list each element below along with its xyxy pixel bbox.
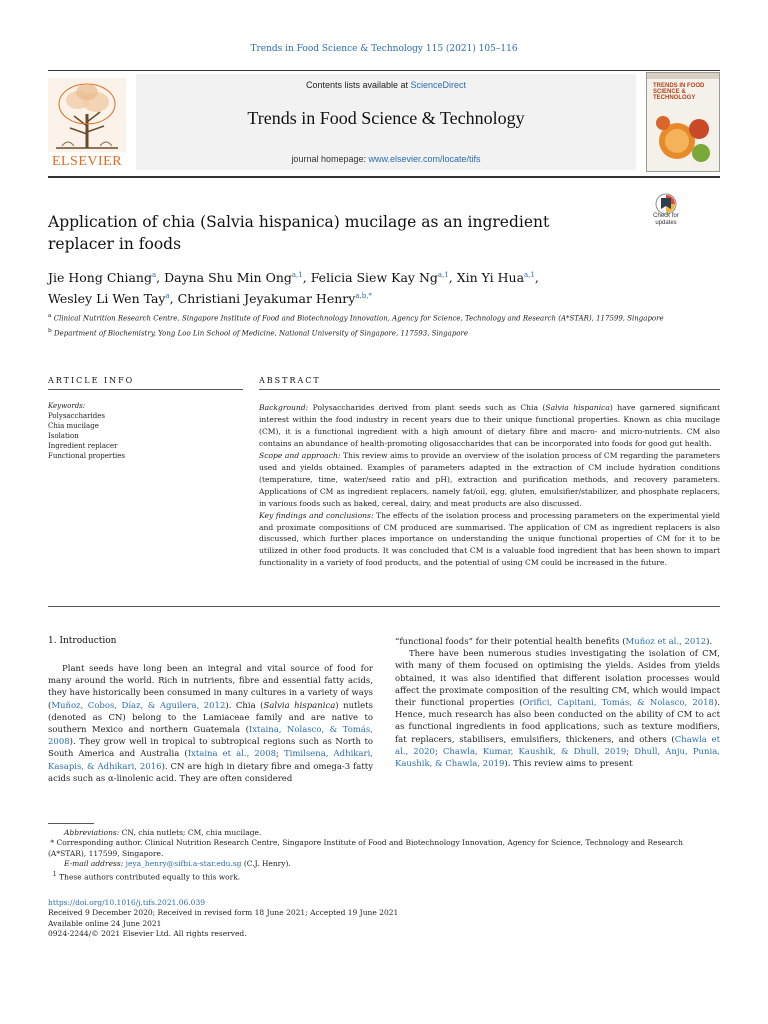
citation-link[interactable]: Dhull, Anju, Punia, Kaushik, & Chawla, 2019 — [395, 746, 720, 770]
body-text: ; — [434, 746, 443, 757]
journal-masthead — [48, 70, 720, 176]
author-affiliation-marker[interactable]: a,1 — [524, 271, 535, 279]
abstract-bottom-rule — [48, 606, 720, 607]
author-name[interactable]: Wesley Li Wen Tay — [48, 291, 166, 307]
keywords-block — [48, 401, 243, 461]
section-heading-introduction: 1. Introduction — [48, 636, 117, 646]
affiliations — [48, 311, 720, 339]
abstract-body — [259, 402, 720, 569]
keyword: Isolation — [48, 432, 79, 440]
email-link[interactable]: jeya_henry@sifbi.a-star.edu.sg — [125, 859, 242, 869]
masthead-bottom-rule — [48, 176, 720, 178]
homepage-line — [136, 154, 636, 164]
affiliation-text: Clinical Nutrition Research Centre, Singapore Institute of Food and Biotechnology Innovation, Agency for Science, Technology and Research (A*STAR), 117599, Singapore — [53, 314, 664, 323]
contents-box — [136, 74, 636, 170]
body-text: ). Hence, much research has also been conducted on the ability of CM to act as functional ingredients in food applications, such as texture modifiers, fat replacers, stabilisers, emulsifiers, thickeners, and others ( — [395, 698, 720, 745]
footnotes — [48, 828, 720, 883]
author-affiliation-marker[interactable]: a,b,* — [355, 292, 372, 301]
crossmark-icon — [655, 193, 677, 215]
body-text: ) nutlets (denoted as CN) belong to the Lamiaceae family and are native to southern Mexico and northern Guatemala ( — [48, 700, 373, 736]
abstract-findings — [259, 510, 720, 570]
citation-link[interactable]: Orifici, Capitani, Tomás, & Nolasco, 2018 — [522, 698, 714, 709]
footnote-mark: 1 — [52, 870, 57, 878]
cover-title: TRENDS IN FOOD SCIENCE & TECHNOLOGY — [653, 83, 705, 101]
footnote-text: Corresponding author. Clinical Nutrition Research Centre, Singapore Institute of Food and Biotechnology Innovation, Agency for Science, Technology and Research (A*STAR), 117599, Singapore. — [48, 838, 683, 858]
copyright-line: 0924-2244/© 2021 Elsevier Ltd. All rights reserved. — [48, 929, 247, 939]
citation-link[interactable]: Chawla et al., 2020 — [395, 734, 720, 757]
contents-line — [136, 80, 636, 90]
intro-right-column — [395, 636, 720, 770]
abstract-section-label: Background: — [259, 403, 309, 412]
author-affiliation-marker[interactable]: a,1 — [437, 271, 449, 279]
footnote-abbreviations — [48, 828, 720, 838]
journal-title: Trends in Food Science & Technology — [247, 108, 525, 128]
citation-link[interactable]: Muñoz et al., 2012 — [625, 637, 707, 647]
body-text: “functional foods” for their potential health benefits ( — [395, 637, 626, 647]
publication-info — [48, 898, 720, 940]
footnote-label: Abbreviations: — [64, 828, 120, 837]
abstract-italic-text: Salvia hispanica — [545, 403, 610, 412]
affiliation-label: b — [48, 328, 52, 335]
body-text: ; — [276, 749, 284, 760]
citation-link[interactable]: Muñoz, Cobos, Díaz, & Aguilera, 2012 — [51, 700, 226, 711]
citation-link[interactable]: Timilsena, Adhikari, Kasapis, & Adhikari, 2016 — [48, 749, 373, 772]
body-text: ). This review aims to present — [504, 759, 633, 770]
affiliation-text: Department of Biochemistry, Yong Loo Lin School of Medicine, National University of Singapore, 117593, Singapore — [53, 329, 469, 338]
article-info-rule — [48, 389, 243, 390]
footnote-text: (C.J. Henry). — [241, 859, 291, 869]
affiliation-item — [48, 326, 720, 338]
body-text: ). Chia ( — [225, 700, 264, 711]
cover-fruit-icon — [647, 109, 720, 169]
author-affiliation-marker[interactable]: a,1 — [291, 271, 303, 279]
footnote-text: CN, chia nutlets; CM, chia mucilage. — [119, 828, 262, 837]
body-text: ). — [706, 637, 713, 647]
footnote-email — [48, 859, 720, 869]
keyword: Polysaccharides — [48, 412, 105, 420]
abstract-section-label: Key findings and conclusions: — [259, 510, 374, 520]
abstract-section-label: Scope and approach: — [259, 450, 341, 460]
body-text: ; — [626, 746, 635, 757]
footnote-text: These authors contributed equally to this work. — [56, 872, 241, 882]
body-text: There have been numerous studies investigating the isolation of CM, with many of them focused on optimising the yields. Asides from yields obtained, it was also identified that different isolation processes would affect the proximate composition of the resulting CM, which would impact their functional properties ( — [395, 649, 720, 709]
abstract-rule — [259, 389, 720, 390]
author-name[interactable]: Jie Hong Chiang — [48, 270, 152, 286]
elsevier-tree-icon — [48, 78, 126, 152]
contents-prefix: Contents lists available at — [305, 80, 411, 90]
author-affiliation-marker[interactable]: a — [151, 271, 157, 279]
sciencedirect-link[interactable]: ScienceDirect — [410, 80, 467, 90]
keyword: Ingredient replacer — [48, 442, 118, 450]
author-list: Jie Hong Chiang$^a$, Dayna Shu Min Ong$^{a,1}$, Felicia Siew Kay Ng$^{a,1}$, Xin Yi Hua$^{a,1}$, Wesley Li Wen Tay$^a$, Christiani Jeyakumar Henry$^{a,b,*}$ — [48, 270, 539, 307]
cover-top-band — [647, 73, 720, 79]
keywords-label: Keywords: — [48, 402, 86, 410]
intro-paragraph — [395, 636, 720, 648]
body-text: ). CN are high in dietary fibre and omega-3 fatty acids such as α-linolenic acid. They are often considered — [48, 761, 373, 784]
abstract-text: ) have garnered significant interest within the food industry in recent years due to their unique functional properties. Known as chia mucilage (CM), it is a functional ingredient with a high amount of dietary fibre and macro- and micro-nutrients. CM also contains an abundance of health-promoting oligosaccharides that can be incorporated into foods for good gut health. — [259, 403, 720, 448]
footnote-equal-contribution — [48, 870, 720, 883]
author-name[interactable]: Dayna Shu Min Ong — [164, 270, 292, 286]
homepage-prefix: journal homepage: — [291, 154, 369, 164]
keyword: Functional properties — [48, 452, 126, 460]
abstract-background — [259, 402, 720, 450]
keyword: Chia mucilage — [48, 422, 99, 430]
intro-paragraph — [48, 663, 373, 785]
citation-link[interactable]: Ixtaina, Nolasco, & Tomás, 2008 — [48, 725, 373, 748]
elsevier-wordmark: ELSEVIER — [51, 154, 123, 169]
article-info-heading: ARTICLE INFO — [48, 376, 135, 385]
footnote-mark: * — [50, 838, 55, 848]
check-for-updates-badge[interactable] — [648, 193, 684, 235]
abstract-heading: ABSTRACT — [259, 376, 321, 385]
footnote-label: E-mail address: — [64, 859, 124, 869]
abstract-text: The effects of the isolation process and processing parameters on the experimental yield and proximate compositions of CM produced are summarised. The application of CM as ingredient replacers is also discussed, which further places importance on understanding the unique functional properties of CM for it to be utilized in other food products. It was concluded that CM is a valuable food ingredient that has been shown to impart functionality in a variety of food products, and the potential of using CM could be increased in the future. — [259, 510, 720, 568]
running-head[interactable]: Trends in Food Science & Technology 115 (2021) 105–116 — [250, 44, 518, 54]
footnote-rule — [48, 823, 94, 824]
affiliation-label: a — [48, 313, 52, 319]
article-title: Application of chia (Salvia hispanica) mucilage as an ingredient replacer in foods — [48, 213, 550, 253]
intro-paragraph — [395, 648, 720, 770]
author-name[interactable]: Xin Yi Hua — [456, 270, 525, 286]
abstract-text: Polysaccharides derived from plant seeds such as Chia ( — [308, 403, 546, 412]
journal-cover-thumbnail[interactable] — [646, 72, 720, 172]
body-text: ). They grow well in tropical to subtropical regions such as North to South America and Australia ( — [48, 737, 373, 760]
masthead-top-rule — [48, 70, 720, 71]
available-online: Available online 24 June 2021 — [48, 918, 162, 928]
elsevier-logo[interactable] — [48, 78, 126, 170]
abstract-text: This review aims to provide an overview of the isolation process of CM regarding the parameters used and yields obtained. Examples of parameters adapted in the extraction of CM include hydration conditions (temperature, time, water/seed ratio and pH), extraction and purification methods, and recovery parameters. Applications of CM as ingredient replacers, namely fat/oil, egg, gluten, emulsifier/stabilizer, and phosphate replacers, in various foods such as baked, cereal, dairy, and meat products are also discussed. — [259, 450, 721, 508]
received-dates: Received 9 December 2020; Received in revised form 18 June 2021; Accepted 19 June 2021 — [48, 908, 399, 918]
citation-link[interactable]: Chawla, Kumar, Kaushik, & Dhull, 2019 — [442, 746, 627, 757]
doi-link[interactable]: https://doi.org/10.1016/j.tifs.2021.06.039 — [48, 898, 206, 907]
affiliation-item — [48, 311, 720, 323]
body-text: Plant seeds have long been an integral and vital source of food for many around the world. Rich in nutrients, fibre and essential fatty acids, they have historically been consumed in many cultures in a variety of ways ( — [48, 664, 373, 711]
abstract-scope — [259, 450, 720, 510]
crossmark-label: Check for updates — [653, 213, 679, 226]
footnote-corresponding-author — [48, 838, 720, 859]
citation-link[interactable]: Ixtaina et al., 2008 — [187, 749, 277, 760]
author-name[interactable]: Felicia Siew Kay Ng — [310, 270, 438, 286]
journal-homepage-link[interactable]: www.elsevier.com/locate/tifs — [368, 154, 481, 164]
author-affiliation-marker[interactable]: a — [165, 292, 170, 301]
body-italic-text: Salvia hispanica — [263, 700, 336, 711]
author-name[interactable]: Christiani Jeyakumar Henry — [177, 291, 356, 307]
intro-left-column — [48, 663, 373, 785]
